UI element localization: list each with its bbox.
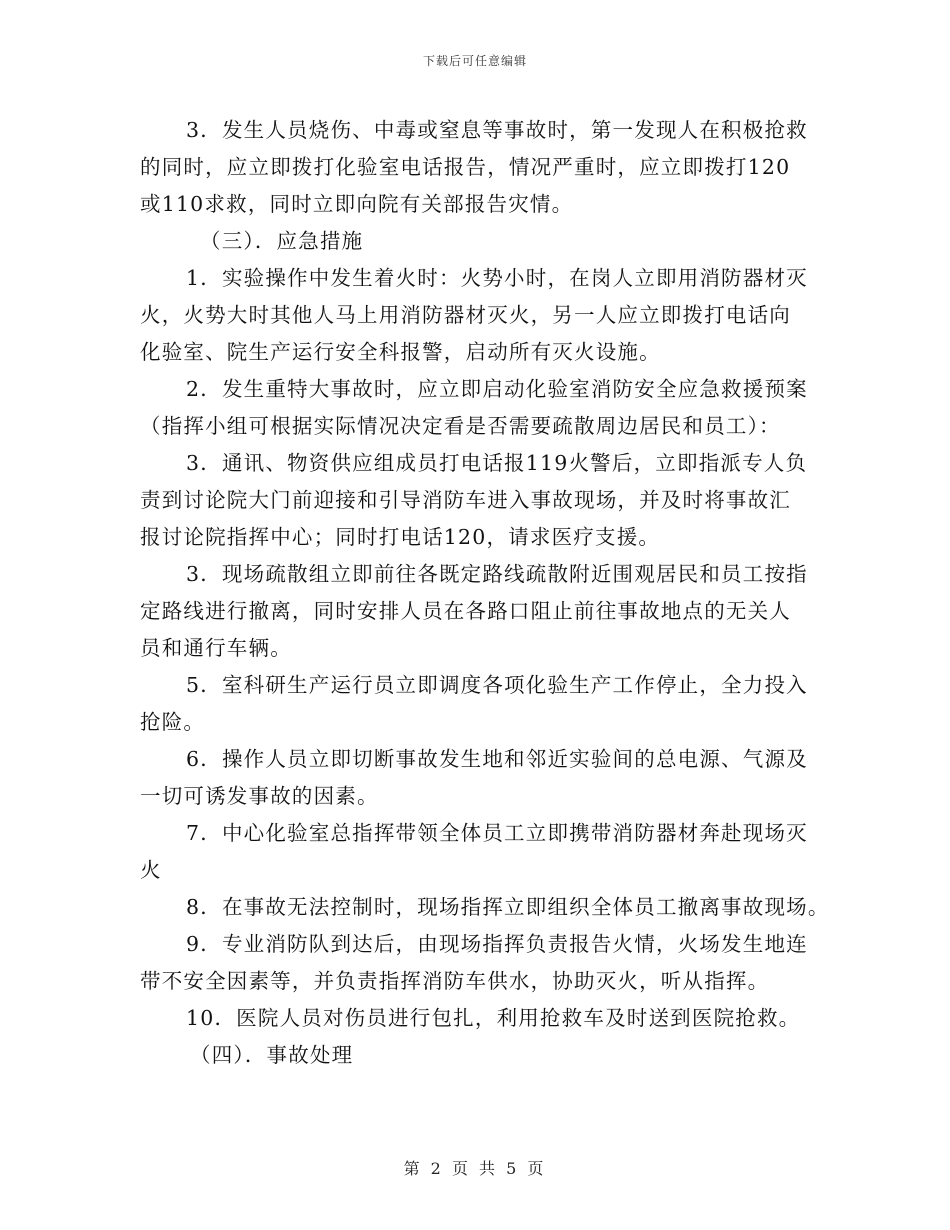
section-heading: （三）．应急措施: [200, 229, 364, 253]
text-line: 2．发生重特大事故时，应立即启动化验室消防安全应急救援预案: [186, 377, 808, 401]
text-line: 火，火势大时其他人马上用消防器材灭火，另一人应立即拨打电话向: [140, 303, 791, 327]
text-line: 10．医院人员对伤员进行包扎，利用抢救车及时送到医院抢救。: [186, 1006, 801, 1030]
text-line: 报讨论院指挥中心；同时打电话120，请求医疗支援。: [140, 525, 661, 549]
text-line: 一切可诱发事故的因素。: [140, 784, 379, 808]
paragraph-item-2: [140, 371, 820, 445]
text-line: 8．在事故无法控制时，现场指挥立即组织全体员工撤离事故现场。: [186, 895, 830, 919]
text-line: 抢险。: [140, 710, 206, 734]
section-heading-accident-handling: [140, 1037, 820, 1074]
text-line: 或110求救，同时立即向院有关部报告灾情。: [140, 192, 574, 216]
paragraph-item-7: [140, 815, 820, 889]
text-line: 化验室、院生产运行安全科报警，启动所有灭火设施。: [140, 340, 661, 364]
paragraph-item-6: [140, 741, 820, 815]
paragraph-item-9: [140, 926, 820, 1000]
paragraph-item-1: [140, 260, 820, 371]
text-line: 3．发生人员烧伤、中毒或窒息等事故时，第一发现人在积极抢救: [186, 118, 808, 142]
text-line: 3．现场疏散组立即前往各既定路线疏散附近围观居民和员工按指: [186, 562, 808, 586]
text-line: 1．实验操作中发生着火时：火势小时，在岗人立即用消防器材灭: [186, 266, 808, 290]
document-body: [140, 112, 830, 1074]
text-line: 火: [140, 858, 162, 882]
text-line: 带不安全因素等，并负责指挥消防车供水，协助灭火，听从指挥。: [140, 969, 770, 993]
text-line: 员和通行车辆。: [140, 636, 292, 660]
text-line: 定路线进行撤离，同时安排人员在各路口阻止前往事故地点的无关人: [140, 599, 791, 623]
paragraph-item-8: [140, 889, 830, 926]
text-line: 7．中心化验室总指挥带领全体员工立即携带消防器材奔赴现场灭: [186, 821, 808, 845]
header-note: 下载后可任意编辑: [422, 54, 527, 68]
paragraph-item-10: [140, 1000, 820, 1037]
paragraph-item-3a: [140, 445, 820, 556]
text-line: 3．通讯、物资供应组成员打电话报119火警后，立即指派专人负: [186, 451, 808, 475]
paragraph-accident-report: [140, 112, 820, 223]
text-line: 9．专业消防队到达后，由现场指挥负责报告火情，火场发生地连: [186, 932, 808, 956]
text-line: 5．室科研生产运行员立即调度各项化验生产工作停止，全力投入: [186, 673, 808, 697]
text-line: 责到讨论院大门前迎接和引导消防车进入事故现场，并及时将事故汇: [140, 488, 791, 512]
text-line: （指挥小组可根据实际情况决定看是否需要疏散周边居民和员工）：: [140, 414, 781, 438]
section-heading-emergency-measures: [140, 223, 820, 260]
text-line: 6．操作人员立即切断事故发生地和邻近实验间的总电源、气源及: [186, 747, 808, 771]
text-line: 的同时，应立即拨打化验室电话报告，情况严重时，应立即拨打120: [140, 155, 791, 179]
paragraph-item-3b: [140, 556, 820, 667]
page-number: 第 2 页 共 5 页: [403, 1159, 547, 1178]
paragraph-item-5: [140, 667, 820, 741]
section-heading: （四）．事故处理: [190, 1043, 354, 1067]
